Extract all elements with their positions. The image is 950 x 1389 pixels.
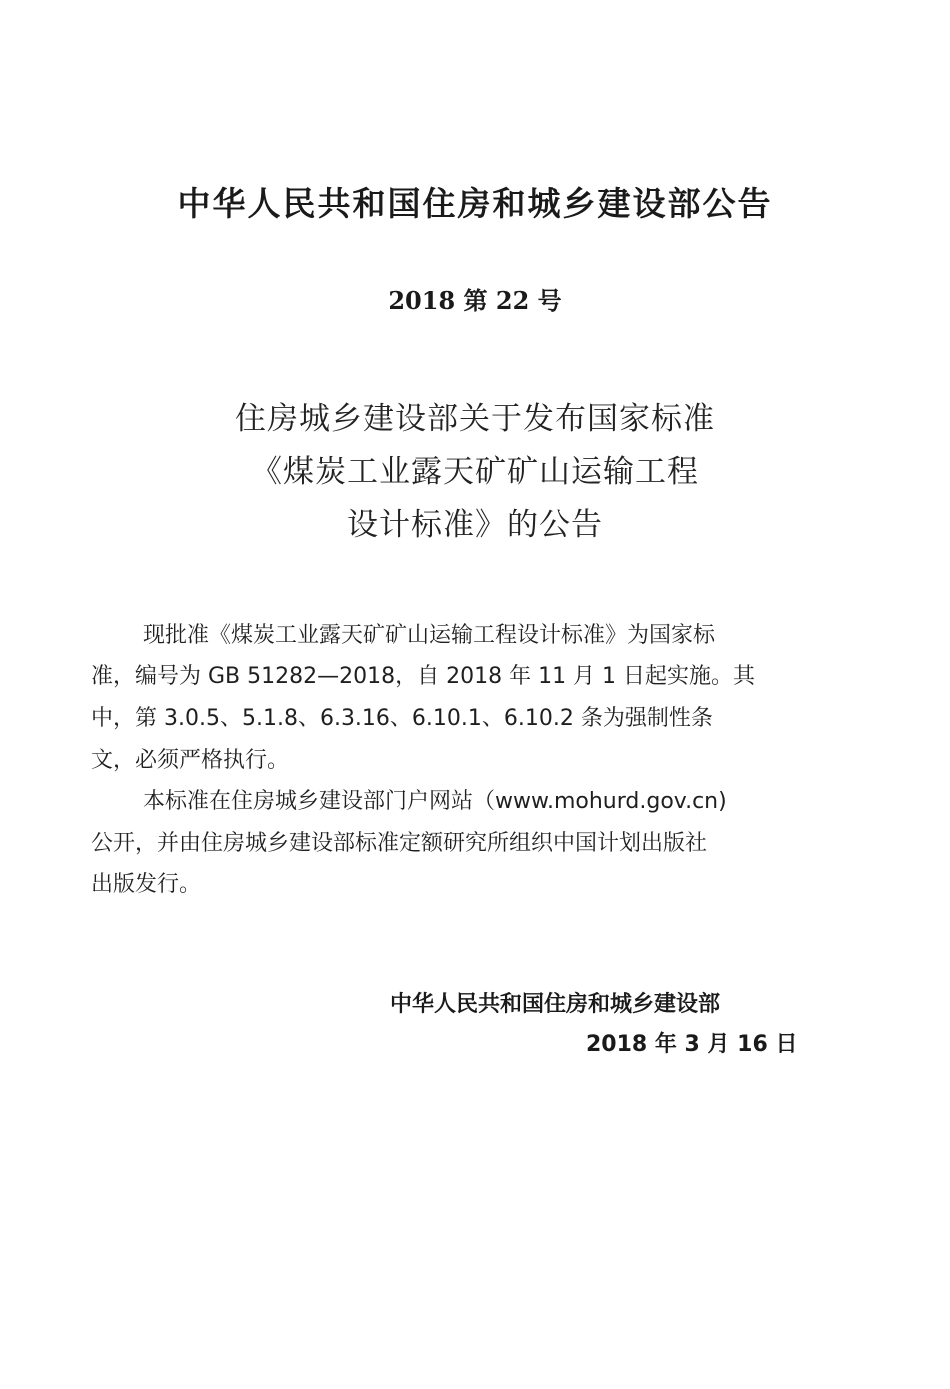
signature-organization: 中华人民共和国住房和城乡建设部 — [390, 992, 721, 1017]
subtitle-line-1: 住房城乡建设部关于发布国家标准 — [235, 401, 715, 437]
paragraph-1-line-2: 准，编号为 GB 51282—2018，自 2018 年 11 月 1 日起实施。其 — [91, 664, 756, 689]
paragraph-2-line-3: 出版发行。 — [91, 872, 202, 897]
paragraph-2-line-1: 本标准在住房城乡建设部门户网站（www.mohurd.gov.cn) — [143, 789, 727, 814]
paragraph-1-line-3: 中，第 3.0.5、5.1.8、6.3.16、6.10.1、6.10.2 条为强制性条 — [91, 706, 713, 731]
subtitle-line-3: 设计标准》的公告 — [347, 507, 603, 543]
signature-date: 2018 年 3 月 16 日 — [586, 1032, 798, 1057]
paragraph-1-line-1: 现批准《煤炭工业露天矿矿山运输工程设计标准》为国家标 — [143, 623, 716, 648]
subtitle-line-2: 《煤炭工业露天矿矿山运输工程 — [251, 454, 699, 490]
announcement-number: 2018 第 22 号 — [388, 286, 562, 315]
announcement-title: 中华人民共和国住房和城乡建设部公告 — [177, 184, 773, 223]
paragraph-2-line-2: 公开，并由住房城乡建设部标准定额研究所组织中国计划出版社 — [91, 831, 708, 856]
paragraph-1-line-4: 文，必须严格执行。 — [91, 748, 290, 773]
